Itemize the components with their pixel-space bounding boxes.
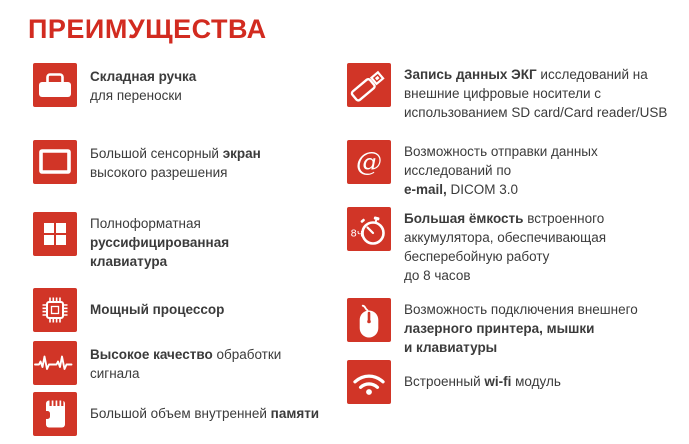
column-left [33,0,343,444]
advantage-item [33,392,319,436]
text-segment: модуль [511,374,561,389]
advantage-text [404,142,598,199]
text-segment: встроенного [523,211,605,226]
advantage-text [90,300,224,319]
advantage-text [90,144,261,182]
advantage-text-line [90,214,229,233]
text-segment: DICOM 3.0 [446,182,519,197]
text-segment: аккумулятора, обеспечивающая [404,230,607,245]
advantage-text-line [404,84,667,103]
advantage-text-line [90,252,229,271]
usb-drive-icon [347,63,391,107]
advantage-text-line [90,404,319,423]
text-segment: высокого разрешения [90,165,228,180]
text-segment: использованием SD card/Card reader/USB [404,105,668,120]
text-bold-segment: Запись данных ЭКГ [404,67,537,82]
text-segment: Возможность отправки данных [404,144,598,159]
page-title: ПРЕИМУЩЕСТВА [28,14,267,44]
text-segment: Большой объем внутренней [90,406,271,421]
svg-text:8ч: 8ч [350,228,363,240]
advantage-item [33,212,229,271]
advantage-item [347,207,606,285]
advantage-text-line [404,247,606,266]
text-segment: Возможность подключения внешнего [404,302,638,317]
advantage-item [347,298,638,357]
advantage-text-line [404,228,606,247]
text-bold-segment: клавиатура [90,254,168,269]
column-right [347,0,682,444]
advantage-text-line [404,300,638,319]
advantage-text-line [404,142,598,161]
text-bold-segment: Мощный процессор [90,302,225,317]
text-segment: бесперебойную работу [404,249,550,264]
advantage-text [404,372,561,391]
advantage-text [90,214,229,271]
text-bold-segment: руссифицированная [90,235,230,250]
text-segment: исследований на [536,67,648,82]
advantage-text-line [90,233,229,252]
advantage-text-line [90,364,281,383]
advantage-text [90,404,319,423]
stopwatch-8h-icon [347,207,391,251]
carry-handle-icon [33,63,77,107]
ecg-waveform-icon [33,341,77,385]
text-bold-segment: Высокое качество [90,347,213,362]
advantage-text-line [90,86,196,105]
text-segment: Полноформатная [90,216,201,231]
advantage-text [404,300,638,357]
advantage-text-line [404,372,561,391]
text-bold-segment: wi-fi [484,374,512,389]
advantage-text-line [404,266,606,285]
advantage-item [33,341,281,385]
advantage-text [90,67,196,105]
advantage-text-line [404,161,598,180]
text-bold-segment: e-mail, [404,182,447,197]
screen-icon [33,140,77,184]
advantage-text-line [404,338,638,357]
keyboard-icon [33,212,77,256]
text-segment: для переноски [90,88,182,103]
advantage-text-line [404,180,598,199]
advantage-text-line [90,163,261,182]
text-segment: Встроенный [404,374,485,389]
advantage-text-line [90,67,196,86]
text-segment: исследований по [404,163,512,178]
advantage-text-line [90,300,224,319]
text-segment: Большой сенсорный [90,146,223,161]
text-segment: обработки [212,347,282,362]
advantage-item [347,140,598,199]
advantage-item [33,140,261,184]
text-segment: до 8 часов [404,268,471,283]
text-bold-segment: Складная ручка [90,69,197,84]
advantage-text-line [404,65,667,84]
text-bold-segment: лазерного принтера, мышки [404,321,595,336]
advantage-item [33,63,196,107]
text-segment: внешние цифровые носители с [404,86,602,101]
text-bold-segment: экран [222,146,261,161]
advantage-text-line [90,345,281,364]
wifi-icon [347,360,391,404]
email-at-icon [347,140,391,184]
advantage-item [33,288,224,332]
cpu-icon [33,288,77,332]
svg-text:@: @ [356,147,382,178]
advantage-text [90,345,281,383]
sd-card-icon [33,392,77,436]
advantage-text-line [404,319,638,338]
advantage-item [347,63,667,122]
mouse-icon [347,298,391,342]
advantage-text [404,209,606,285]
text-bold-segment: и клавиатуры [404,340,498,355]
advantage-text-line [404,103,667,122]
advantage-text-line [404,209,606,228]
text-segment: сигнала [90,366,140,381]
advantage-item [347,360,561,404]
text-bold-segment: Большая ёмкость [404,211,524,226]
advantage-text [404,65,667,122]
text-bold-segment: памяти [270,406,320,421]
advantage-text-line [90,144,261,163]
